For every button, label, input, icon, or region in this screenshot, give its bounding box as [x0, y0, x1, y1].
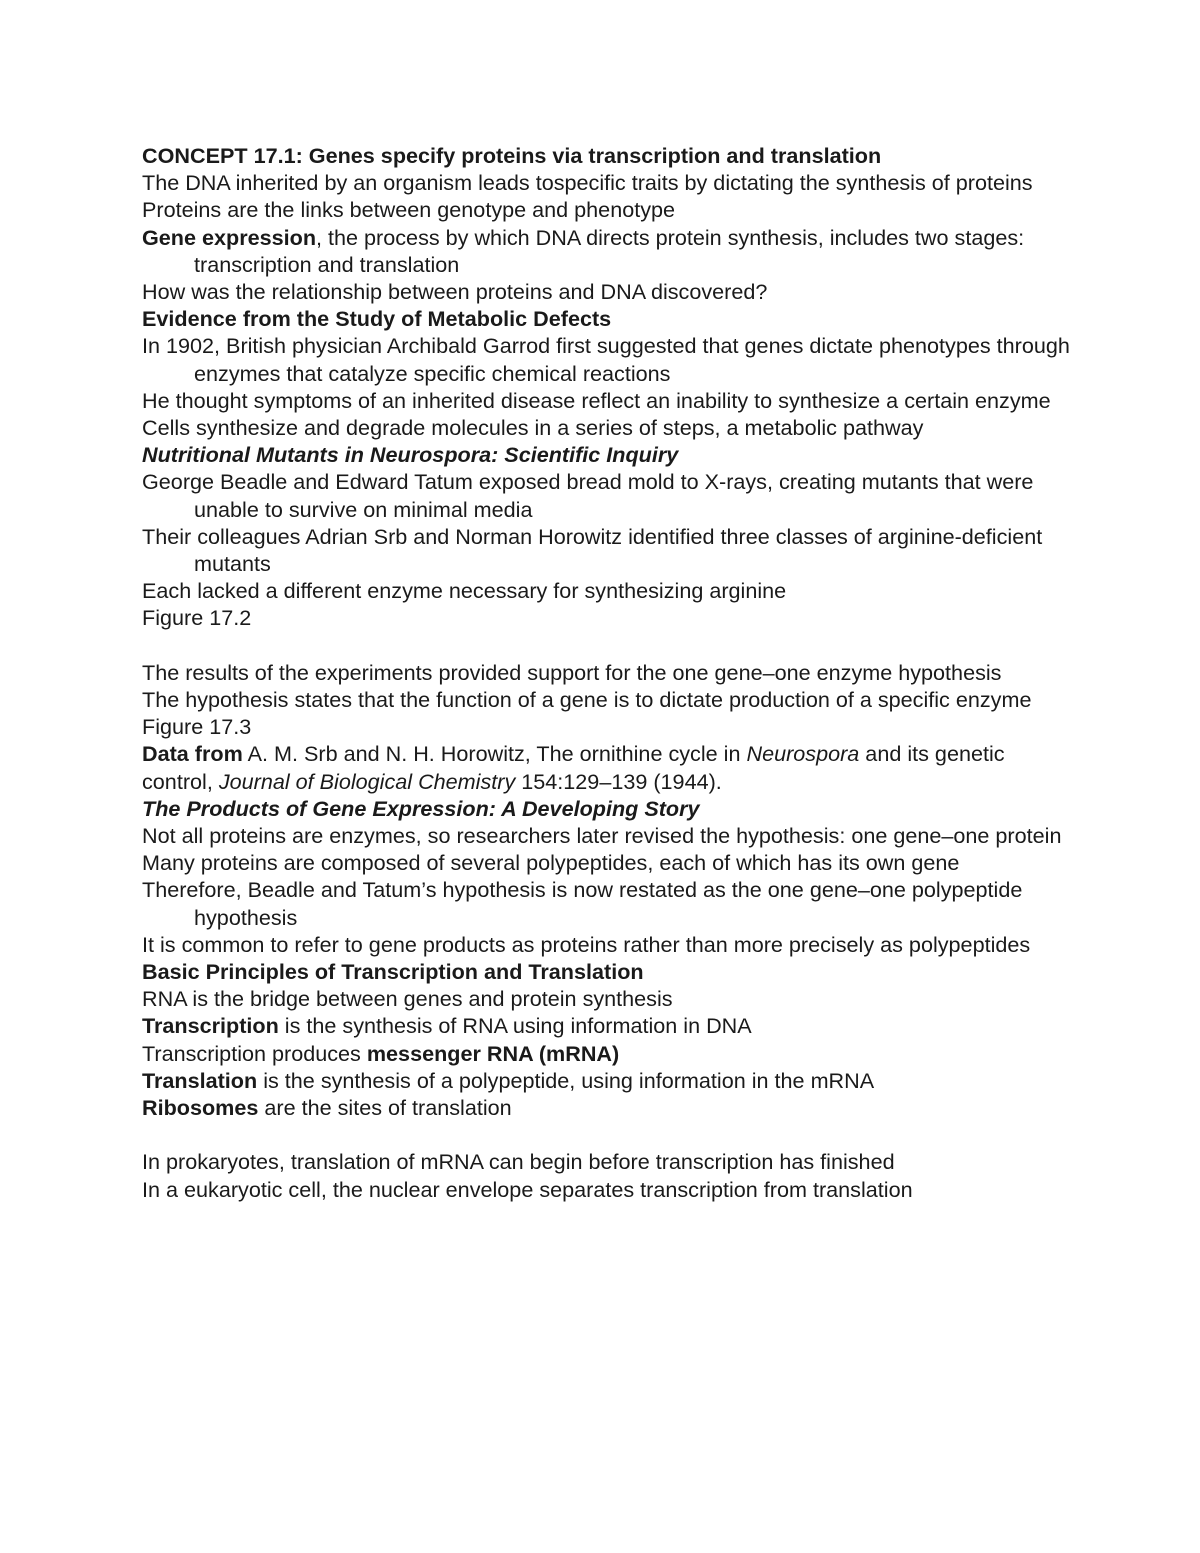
- text-run: Figure 17.3: [142, 714, 252, 740]
- subsection-heading: [142, 795, 1072, 822]
- text-run: is the synthesis of a polypeptide, using information in the mRNA: [257, 1067, 875, 1093]
- italic-text: Neurospora: [746, 741, 860, 767]
- text-line: [142, 414, 1072, 441]
- text-run: Cells synthesize and degrade molecules in a series of steps, a metabolic pathway: [142, 415, 924, 441]
- text-line: [142, 740, 1072, 794]
- concept-title: [142, 142, 1072, 169]
- text-line: [142, 332, 1072, 386]
- text-run: Each lacked a different enzyme necessary for synthesizing arginine: [142, 578, 787, 604]
- text-run: RNA is the bridge between genes and protein synthesis: [142, 986, 673, 1012]
- bold-term: Gene expression: [142, 224, 317, 250]
- text-run: In a eukaryotic cell, the nuclear envelope separates transcription from translation: [142, 1176, 913, 1202]
- text-run: It is common to refer to gene products as proteins rather than more precisely as polypeptides: [142, 931, 1031, 957]
- bold-term: messenger RNA (mRNA): [366, 1040, 620, 1066]
- bold-italic-text: The Products of Gene Expression: A Developing Story: [142, 795, 700, 821]
- text-line: [142, 822, 1072, 849]
- bold-term: Basic Principles of Transcription and Translation: [142, 959, 644, 985]
- text-line: [142, 1067, 1072, 1094]
- text-run: In 1902, British physician Archibald Garrod first suggested that genes dictate phenotypes through enzymes that catalyze specific chemical reactions: [142, 333, 1070, 386]
- blank-line: [142, 632, 1072, 659]
- text-line: [142, 604, 1072, 631]
- text-run: He thought symptoms of an inherited disease reflect an inability to synthesize a certain enzyme: [142, 387, 1051, 413]
- text-line: [142, 196, 1072, 223]
- text-line: [142, 1012, 1072, 1039]
- text-run: The DNA inherited by an organism leads tospecific traits by dictating the synthesis of proteins: [142, 170, 1033, 196]
- text-line: [142, 713, 1072, 740]
- bold-term: Ribosomes: [142, 1095, 259, 1121]
- blank-line: [142, 1121, 1072, 1148]
- text-line: [142, 1148, 1072, 1175]
- text-line: [142, 931, 1072, 958]
- text-line: [142, 876, 1072, 930]
- text-line: [142, 387, 1072, 414]
- text-run: 154:129–139 (1944).: [515, 768, 722, 794]
- document-body: [142, 142, 1072, 1203]
- text-run: Not all proteins are enzymes, so researchers later revised the hypothesis: one gene–one protein: [142, 823, 1062, 849]
- section-heading: [142, 958, 1072, 985]
- text-line: [142, 1176, 1072, 1203]
- bold-term: Evidence from the Study of Metabolic Defects: [142, 306, 612, 332]
- text-run: A. M. Srb and N. H. Horowitz, The ornithine cycle in: [242, 741, 747, 767]
- bold-term: Translation: [142, 1067, 258, 1093]
- text-run: , the process by which DNA directs protein synthesis, includes two stages: transcription and translation: [194, 224, 1025, 277]
- text-run: The hypothesis states that the function of a gene is to dictate production of a specific enzyme: [142, 687, 1032, 713]
- text-line: [142, 169, 1072, 196]
- bold-term: Transcription: [142, 1013, 279, 1039]
- text-line: [142, 686, 1072, 713]
- text-run: Figure 17.2: [142, 605, 252, 631]
- text-run: The results of the experiments provided support for the one gene–one enzyme hypothesis: [142, 659, 1002, 685]
- text-line: [142, 224, 1072, 278]
- bold-term: Data from: [142, 741, 243, 767]
- bold-italic-text: Nutritional Mutants in Neurospora: Scientific Inquiry: [142, 442, 679, 468]
- text-line: [142, 1040, 1072, 1067]
- text-line: [142, 278, 1072, 305]
- text-run: In prokaryotes, translation of mRNA can begin before transcription has finished: [142, 1149, 895, 1175]
- text-run: George Beadle and Edward Tatum exposed bread mold to X-rays, creating mutants that were unable to survive on minimal media: [142, 469, 1034, 522]
- text-line: [142, 849, 1072, 876]
- text-line: [142, 468, 1072, 522]
- text-line: [142, 985, 1072, 1012]
- text-line: [142, 523, 1072, 577]
- section-heading: [142, 305, 1072, 332]
- text-run: are the sites of translation: [258, 1095, 512, 1121]
- text-run: and its genetic control,: [142, 741, 1005, 794]
- text-run: Proteins are the links between genotype and phenotype: [142, 197, 676, 223]
- text-run: Therefore, Beadle and Tatum’s hypothesis is now restated as the one gene–one polypeptide hypothesis: [142, 877, 1023, 930]
- subsection-heading: [142, 441, 1072, 468]
- text-run: Transcription produces: [142, 1040, 367, 1066]
- text-line: [142, 659, 1072, 686]
- text-run: How was the relationship between proteins and DNA discovered?: [142, 279, 768, 305]
- text-run: is the synthesis of RNA using information in DNA: [278, 1013, 752, 1039]
- text-line: [142, 1094, 1072, 1121]
- text-line: [142, 577, 1072, 604]
- text-run: Many proteins are composed of several polypeptides, each of which has its own gene: [142, 850, 960, 876]
- text-run: Their colleagues Adrian Srb and Norman Horowitz identified three classes of arginine-deficient mutants: [142, 523, 1043, 577]
- italic-text: Journal of Biological Chemistry: [218, 768, 516, 794]
- bold-term: CONCEPT 17.1: Genes specify proteins via transcription and translation: [142, 143, 882, 168]
